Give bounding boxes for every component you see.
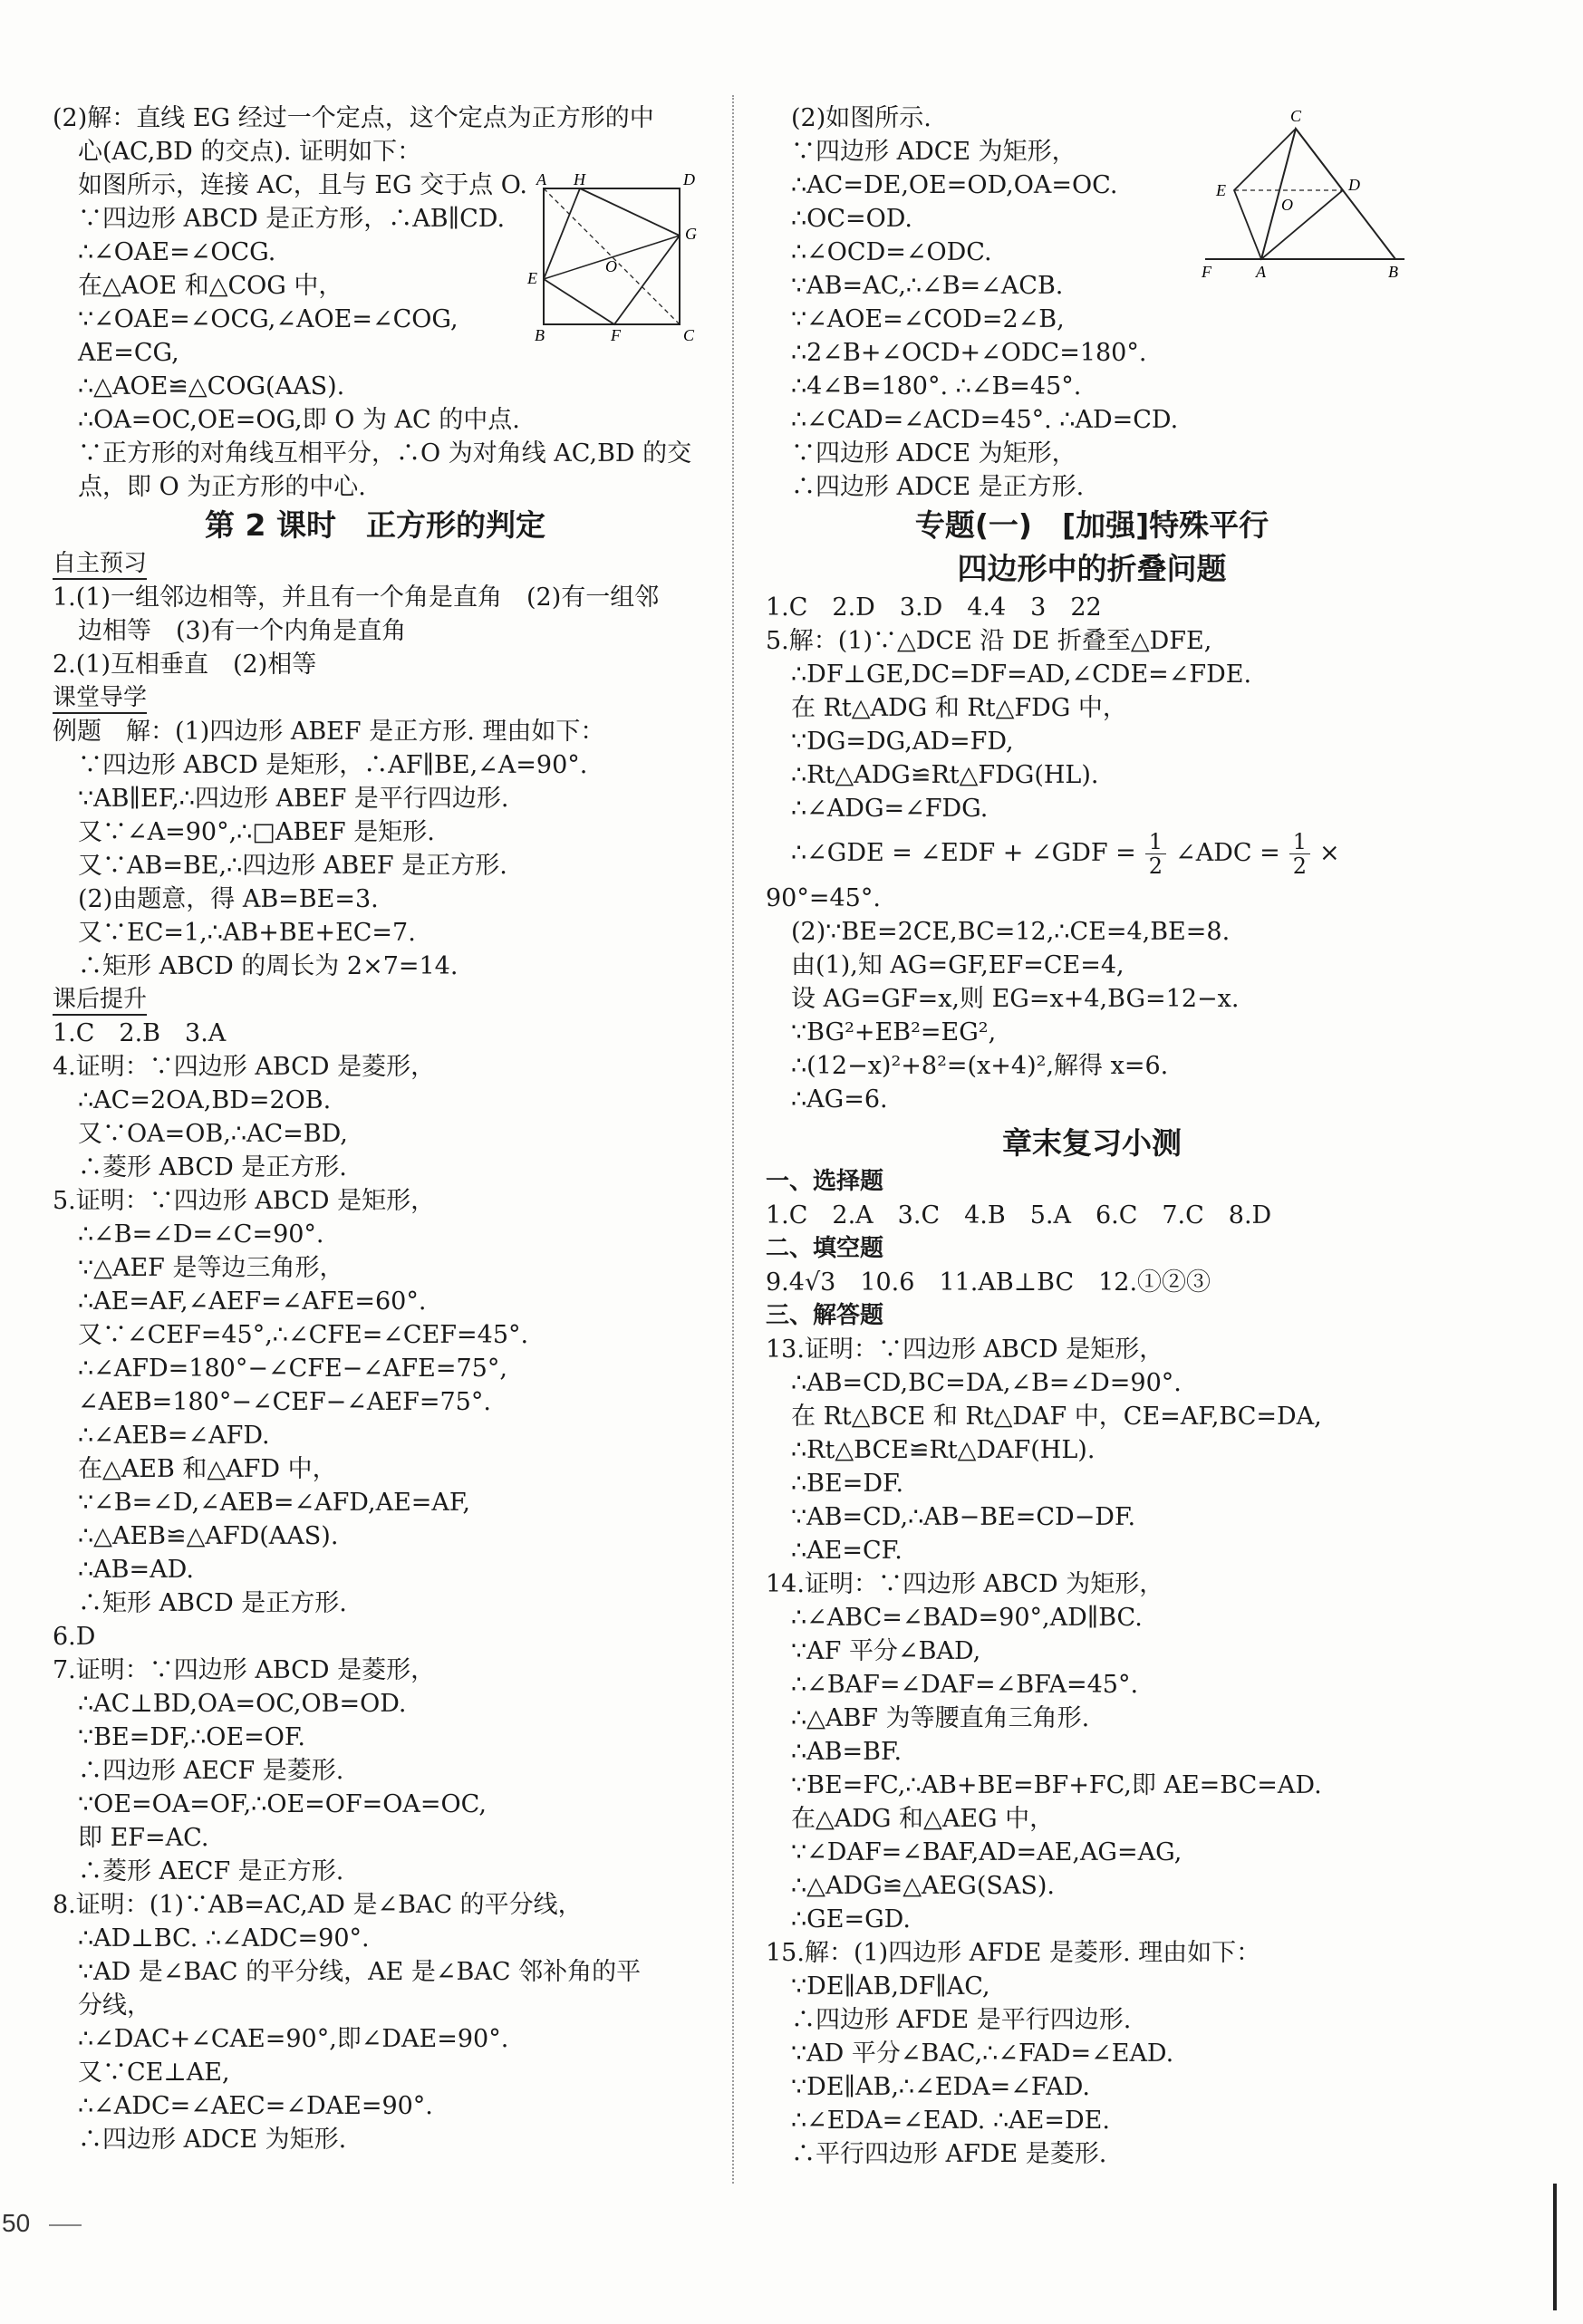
text-line: 又∵OA=OB,∴AC=BD,: [78, 1120, 348, 1148]
text-line: ∴AE=AF,∠AEF=∠AFE=60°.: [78, 1287, 427, 1316]
text-line: 14.证明：∵四边形 ABCD 为矩形，: [766, 1570, 1164, 1598]
text-line: ∵BE=DF,∴OE=OF.: [78, 1723, 306, 1751]
text-line: 5.证明：∵四边形 ABCD 是矩形，: [53, 1187, 436, 1215]
triangle-figure: [1187, 101, 1414, 283]
text-line: ∵正方形的对角线互相平分，∴O 为对角线 AC,BD 的交: [78, 439, 692, 468]
text-line: ∵四边形 ADCE 为矩形，: [791, 138, 1076, 166]
text-line: ∴四边形 AFDE 是平行四边形.: [791, 2006, 1132, 2034]
text-line: ∴GE=GD.: [791, 1905, 911, 1933]
page-number: 50: [2, 2209, 31, 2237]
text-line: ∵DE∥AB,DF∥AC,: [791, 1972, 990, 2001]
text-line: ∵AB=AC,∴∠B=∠ACB.: [791, 272, 1064, 300]
text-line: 2.(1)互相垂直 (2)相等: [53, 651, 317, 679]
text-line: 边相等 (3)有一个内角是直角: [78, 617, 407, 645]
text-line: ∴2∠B+∠OCD+∠ODC=180°.: [791, 339, 1147, 367]
text-line: ∵△AEF 是等边三角形，: [78, 1254, 344, 1282]
column-divider: [732, 95, 734, 2184]
text-line: (2)∵BE=2CE,BC=12,∴CE=4,BE=8.: [791, 918, 1231, 946]
text-line: ∴∠AFD=180°−∠CFE−∠AFE=75°,: [78, 1355, 507, 1383]
text-line: ∵∠DAF=∠BAF,AD=AE,AG=AG,: [791, 1838, 1182, 1866]
text-line: ∴∠AEB=∠AFD.: [78, 1422, 270, 1450]
text-line: ∵四边形 ABCD 是矩形，∴AF∥BE,∠A=90°.: [78, 751, 588, 779]
point-label: D: [683, 170, 695, 188]
text-line: 在 Rt△BCE 和 Rt△DAF 中，CE=AF,BC=DA,: [791, 1403, 1322, 1431]
text-line: ∴△ABF 为等腰直角三角形.: [791, 1704, 1090, 1732]
text-line: 即 EF=AC.: [78, 1824, 209, 1852]
page-number-dash: [49, 2224, 82, 2226]
text-line: 在△ADG 和△AEG 中，: [791, 1805, 1055, 1833]
right-column: [766, 101, 1418, 2171]
fraction-line: ∴∠GDE = ∠EDF + ∠GDF = $\frac{1}{2}$ ∠ADC = $\frac{1}{2}$ ×: [791, 828, 1340, 879]
text-line: 90°=45°.: [766, 884, 881, 912]
text-line: ∴△AOE≌△COG(AAS).: [78, 372, 345, 400]
section-heading: 二、填空题: [766, 1235, 884, 1262]
text-line: ∴AC⊥BD,OA=OC,OB=OD.: [78, 1690, 407, 1718]
text-line: ∴△ADG≌△AEG(SAS).: [791, 1872, 1055, 1900]
text-line: ∴OA=OC,OE=OG,即 O 为 AC 的中点.: [78, 406, 520, 434]
text-line: 又∵AB=BE,∴四边形 ABEF 是正方形.: [78, 852, 507, 880]
text-line: ∵AD 平分∠BAC,∴∠FAD=∠EAD.: [791, 2040, 1174, 2068]
text-line: ∴矩形 ABCD 是正方形.: [78, 1589, 347, 1617]
text-line: ∴矩形 ABCD 的周长为 2×7=14.: [78, 952, 458, 980]
point-label: A: [1256, 263, 1266, 281]
text-line: ∴DF⊥GE,DC=DF=AD,∠CDE=∠FDE.: [791, 661, 1252, 689]
text-line: ∵四边形 ADCE 为矩形，: [791, 439, 1076, 468]
review-title: 章末复习小测: [1002, 1125, 1182, 1161]
text-line: ∴AD⊥BC. ∴∠ADC=90°.: [78, 1924, 370, 1953]
text-line: ∴AC=DE,OE=OD,OA=OC.: [791, 171, 1118, 199]
point-label: B: [535, 326, 545, 342]
topic-title: 专题(一) [加强]特殊平行: [914, 507, 1269, 543]
text-line: ∵AF 平分∠BAD,: [791, 1637, 981, 1665]
text-line: 1.(1)一组邻边相等，并且有一个角是直角 (2)有一组邻: [53, 583, 660, 612]
point-label: O: [605, 257, 617, 275]
text-line: 4.证明：∵四边形 ABCD 是菱形，: [53, 1053, 436, 1081]
text-line: ∵∠OAE=∠OCG,∠AOE=∠COG,: [78, 305, 458, 333]
text-line: AE=CG,: [78, 339, 179, 367]
topic-title: 四边形中的折叠问题: [957, 551, 1227, 586]
text-line: 又∵∠CEF=45°,∴∠CFE=∠CEF=45°.: [78, 1321, 529, 1349]
text-line: ∵四边形 ABCD 是正方形，∴AB∥CD.: [78, 205, 506, 233]
point-label: O: [1281, 196, 1293, 214]
text-line: ∴四边形 AECF 是菱形.: [78, 1757, 344, 1785]
text-line: ∴BE=DF.: [791, 1470, 904, 1498]
text-line: ∴4∠B=180°. ∴∠B=45°.: [791, 372, 1082, 400]
text-line: ∴Rt△ADG≌Rt△FDG(HL).: [791, 761, 1099, 789]
text-line: 1.C 2.A 3.C 4.B 5.A 6.C 7.C 8.D: [766, 1201, 1272, 1230]
text-line: ∴AB=CD,BC=DA,∠B=∠D=90°.: [791, 1369, 1182, 1397]
section-heading: 课后提升: [53, 983, 698, 1017]
binding-edge-mark: [1553, 2184, 1557, 2310]
text-line: 心(AC,BD 的交点). 证明如下：: [78, 138, 422, 166]
text-line: ∵∠AOE=∠COD=2∠B,: [791, 305, 1065, 333]
text-line: ∴四边形 ADCE 是正方形.: [791, 473, 1085, 501]
text-line: ∵AD 是∠BAC 的平分线，AE 是∠BAC 邻补角的平: [78, 1958, 642, 1986]
text-line: 8.证明：(1)∵AB=AC,AD 是∠BAC 的平分线，: [53, 1891, 583, 1919]
text-line: 13.证明：∵四边形 ABCD 是矩形，: [766, 1336, 1164, 1364]
point-label: D: [1348, 176, 1360, 194]
text-line: ∴∠ABC=∠BAD=90°,AD∥BC.: [791, 1604, 1143, 1632]
text-line: 由(1),知 AG=GF,EF=CE=4,: [791, 951, 1125, 979]
point-label: G: [685, 225, 697, 243]
text-line: ∴∠EDA=∠EAD. ∴AE=DE.: [791, 2107, 1110, 2135]
text-line: ∴∠ADG=∠FDG.: [791, 795, 989, 823]
text-line: ∵BE=FC,∴AB+BE=BF+FC,即 AE=BC=AD.: [791, 1771, 1322, 1799]
text-line: ∠AEB=180°−∠CEF−∠AEF=75°.: [78, 1388, 491, 1416]
section-heading: 一、选择题: [766, 1168, 884, 1195]
text-line: 分线，: [78, 1991, 151, 2020]
text-line: ∵DE∥AB,∴∠EDA=∠FAD.: [791, 2073, 1090, 2101]
text-line: 设 AG=GF=x,则 EG=x+4,BG=12−x.: [791, 985, 1240, 1013]
point-label: F: [611, 326, 621, 342]
text-line: ∴∠OCD=∠ODC.: [791, 238, 992, 266]
text-line: 如图所示，连接 AC，且与 EG 交于点 O.: [78, 171, 527, 199]
text-line: 5.解：(1)∵△DCE 沿 DE 折叠至△DFE,: [766, 627, 1212, 655]
text-line: ∴(12−x)²+8²=(x+4)²,解得 x=6.: [791, 1052, 1169, 1080]
text-line: 1.C 2.D 3.D 4.4 3 22: [766, 593, 1102, 622]
text-line: 9.4√3 10.6 11.AB⊥BC 12.①②③: [766, 1268, 1211, 1297]
text-line: 又∵EC=1,∴AB+BE+EC=7.: [78, 919, 416, 947]
section-heading: 三、解答题: [766, 1302, 884, 1329]
text-line: ∴AB=AD.: [78, 1556, 194, 1584]
text-line: 又∵CE⊥AE,: [78, 2059, 230, 2087]
text-line: ∴∠BAF=∠DAF=∠BFA=45°.: [791, 1671, 1139, 1699]
point-label: H: [574, 170, 585, 188]
text-line: 7.证明：∵四边形 ABCD 是菱形，: [53, 1656, 436, 1684]
section-heading: 课堂导学: [53, 681, 698, 715]
text-line: ∴∠DAC+∠CAE=90°,即∠DAE=90°.: [78, 2025, 509, 2053]
text-line: ∴菱形 AECF 是正方形.: [78, 1857, 344, 1885]
point-label: C: [683, 326, 695, 342]
point-label: B: [1388, 263, 1398, 281]
text-line: 在△AEB 和△AFD 中，: [78, 1455, 337, 1483]
text-line: ∴AG=6.: [791, 1085, 888, 1114]
text-line: 15.解：(1)四边形 AFDE 是菱形. 理由如下：: [766, 1939, 1261, 1967]
text-line: 又∵∠A=90°,∴□ABEF 是矩形.: [78, 818, 435, 846]
text-line: (2)由题意，得 AB=BE=3.: [78, 885, 379, 913]
square-figure: [524, 170, 705, 342]
text-line: ∵∠B=∠D,∠AEB=∠AFD,AE=AF,: [78, 1489, 471, 1517]
point-label: E: [527, 269, 537, 287]
text-line: (2)解：直线 EG 经过一个定点，这个定点为正方形的中: [53, 104, 654, 132]
text-line: 在△AOE 和△COG 中，: [78, 272, 343, 300]
point-label: C: [1290, 107, 1302, 125]
text-line: ∴AC=2OA,BD=2OB.: [78, 1086, 332, 1114]
point-label: F: [1202, 263, 1211, 281]
text-line: (2)如图所示.: [791, 104, 931, 132]
text-line: ∴平行四边形 AFDE 是菱形.: [791, 2140, 1107, 2168]
text-line: ∴∠B=∠D=∠C=90°.: [78, 1220, 324, 1249]
text-line: ∴四边形 ADCE 为矩形.: [78, 2126, 347, 2154]
text-line: ∴OC=OD.: [791, 205, 912, 233]
text-line: ∴菱形 ABCD 是正方形.: [78, 1153, 347, 1181]
lesson-title: 第 2 课时 正方形的判定: [205, 507, 545, 543]
text-line: ∵AB=CD,∴AB−BE=CD−DF.: [791, 1503, 1136, 1531]
text-line: 点，即 O 为正方形的中心.: [78, 473, 366, 501]
text-line: ∴∠ADC=∠AEC=∠DAE=90°.: [78, 2092, 433, 2120]
text-line: 1.C 2.B 3.A: [53, 1019, 227, 1047]
text-line: 在 Rt△ADG 和 Rt△FDG 中，: [791, 694, 1127, 722]
text-line: ∴Rt△BCE≌Rt△DAF(HL).: [791, 1436, 1096, 1464]
left-column: [53, 101, 698, 2156]
point-label: A: [536, 170, 546, 188]
text-line: ∵BG²+EB²=EG²,: [791, 1018, 997, 1046]
text-line: 6.D: [53, 1623, 96, 1651]
text-line: ∴AE=CF.: [791, 1537, 903, 1565]
point-label: E: [1216, 181, 1226, 199]
text-line: ∵DG=DG,AD=FD,: [791, 728, 1014, 756]
text-line: ∴△AEB≌△AFD(AAS).: [78, 1522, 339, 1550]
text-line: ∵AB∥EF,∴四边形 ABEF 是平行四边形.: [78, 785, 509, 813]
text-line: ∴∠OAE=∠OCG.: [78, 238, 276, 266]
text-line: ∵OE=OA=OF,∴OE=OF=OA=OC,: [78, 1790, 487, 1818]
text-line: ∴AB=BF.: [791, 1738, 903, 1766]
text-line: ∴∠CAD=∠ACD=45°. ∴AD=CD.: [791, 406, 1179, 434]
text-line: 例题 解：(1)四边形 ABEF 是正方形. 理由如下：: [53, 718, 605, 746]
section-heading: 自主预习: [53, 547, 698, 581]
